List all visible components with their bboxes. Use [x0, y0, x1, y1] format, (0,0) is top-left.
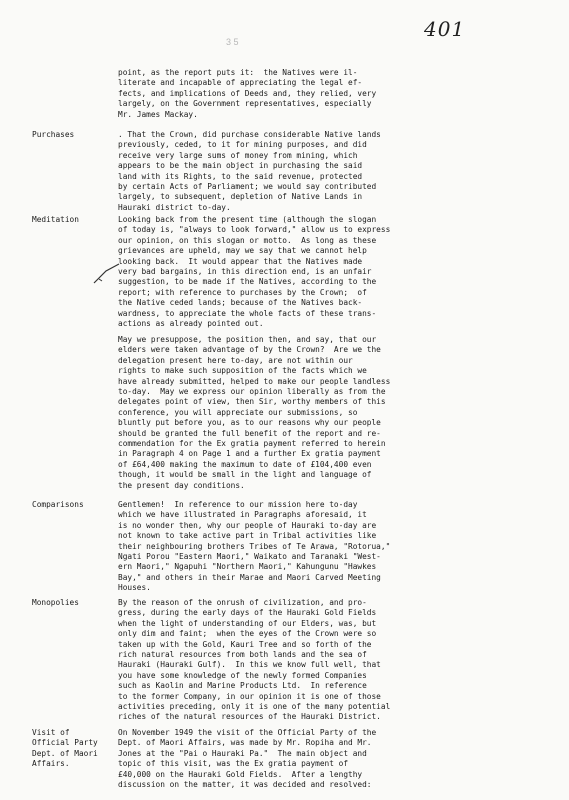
section-body-meditation-continued	[118, 335, 548, 491]
text-line: rich natural resources from both lands and the sea of	[118, 650, 367, 660]
text-line: Mr. James Mackay.	[118, 109, 198, 119]
text-line: bluntly put before you, as to our reasons why our people	[118, 418, 381, 428]
text-line: to-day. May we express our opinion liberally as from the	[118, 387, 386, 397]
text-line: Hauraki district to-day.	[118, 202, 231, 212]
text-line: topic of this visit, was the Ex gratia payment of	[118, 759, 349, 769]
text-line: By the reason of the onrush of civilization, and pro-	[118, 598, 367, 607]
text-line: gress, during the early days of the Hauraki Gold Fields	[118, 608, 377, 618]
faint-pencil-mark: 3 5	[226, 37, 239, 47]
text-line: grievances are upheld, may we say that we cannot help	[118, 246, 367, 256]
text-line: Looking back from the present time (although the slogan	[118, 215, 377, 224]
text-line: Jones at the "Pai o Hauraki Pa." The main object and	[118, 748, 367, 758]
text-line: report; with reference to purchases by the Crown; of	[118, 287, 367, 297]
text-line: should be granted the full benefit of the report and re-	[118, 428, 381, 438]
text-line: literate and incapable of appreciating the legal ef-	[118, 78, 363, 88]
text-line: Hauraki (Hauraki Gulf). In this we know full well, that	[118, 660, 381, 670]
text-line: of £64,400 making the maximum to date of £104,400 even	[118, 459, 372, 469]
section-label-comparisons: Comparisons	[32, 500, 84, 509]
text-line: the present day conditions.	[118, 480, 245, 490]
text-line: Ngati Porou "Eastern Maori," Waikato and Taranaki "West-	[118, 552, 381, 562]
text-line: only dim and faint; when the eyes of the Crown were so	[118, 629, 377, 639]
section-label-purchases: Purchases	[32, 130, 75, 139]
text-line: land with its Rights, to the said revenue, protected	[118, 171, 363, 181]
text-line: Bay," and others in their Marae and Maori Carved Meeting	[118, 572, 381, 582]
text-line: such as Kaolin and Marine Products Ltd. In reference	[118, 681, 367, 691]
text-line: the Native ceded lands; because of the Natives back-	[118, 298, 363, 308]
text-line: £40,000 on the Hauraki Gold Fields. After a lengthy	[118, 769, 363, 779]
text-line: suggestion, to be made if the Natives, according to the	[118, 277, 377, 287]
text-line: elders were taken advantage of by the Crown? Are we the	[118, 345, 381, 355]
section-body-purchases	[118, 130, 548, 213]
text-line: by certain Acts of Parliament; we would say contributed	[118, 182, 377, 192]
intro-paragraph	[118, 68, 548, 120]
section-label-meditation: Meditation	[32, 215, 79, 224]
text-line: very bad bargains, in this direction end, is an unfair	[118, 267, 372, 277]
text-line: taken up with the Gold, Kauri Tree and so forth of the	[118, 639, 372, 649]
text-line: looking back. It would appear that the Natives made	[118, 256, 363, 266]
text-line: On November 1949 the visit of the Official Party of the	[118, 728, 377, 737]
text-line: actions as already pointed out.	[118, 319, 264, 329]
text-line: fects, and implications of Deeds and, they relied, very	[118, 88, 377, 98]
section-body-visit-of-official-party	[118, 728, 548, 790]
text-line: activities preceding, only it is one of the many potential	[118, 702, 391, 712]
text-line: our opinion, on this slogan or motto. As long as these	[118, 235, 377, 245]
section-body-comparisons	[118, 500, 548, 594]
text-line: Gentlemen! In reference to our mission here to-day	[118, 500, 358, 509]
page-number: 401	[424, 17, 466, 41]
text-line: Houses.	[118, 583, 151, 593]
section-label-visit-of-official-party: Visit of Official Party Dept. of Maori Affairs.	[32, 728, 98, 769]
text-line: discussion on the matter, it was decided and resolved:	[118, 780, 372, 790]
pencil-tick-mark	[92, 262, 122, 286]
text-line: of today is, "always to look forward," allow us to express	[118, 225, 391, 235]
text-line: delegates point of view, then Sir, worthy members of this	[118, 397, 386, 407]
text-line: previously, ceded, to it for mining purposes, and did	[118, 140, 367, 150]
text-line: have already submitted, helped to make our people landless	[118, 376, 391, 386]
text-line: not known to take active part in Tribal activities like	[118, 531, 377, 541]
section-label-monopolies: Monopolies	[32, 598, 79, 607]
text-line: in Paragraph 4 on Page 1 and a further Ex gratia payment	[118, 449, 381, 459]
text-line: riches of the natural resources of the Hauraki District.	[118, 712, 381, 722]
section-body-monopolies	[118, 598, 548, 723]
text-line: Dept. of Maori Affairs, was made by Mr. Ropiha and Mr.	[118, 738, 372, 748]
text-line: when the light of understanding of our Elders, was, but	[118, 618, 377, 628]
text-line: appears to be the main object in purchasing the said	[118, 161, 363, 171]
text-line: commendation for the Ex gratia payment referred to herein	[118, 439, 386, 449]
text-line: largely, on the Government representatives, especially	[118, 99, 372, 109]
text-line: May we presuppose, the position then, and say, that our	[118, 335, 377, 344]
text-line: to the former Company, in our opinion it is one of those	[118, 691, 381, 701]
section-body-meditation	[118, 215, 548, 329]
text-line: is no wonder then, why our people of Hauraki to-day are	[118, 520, 377, 530]
text-line: their neighbouring brothers Tribes of Te Arawa, "Rotorua,"	[118, 541, 391, 551]
text-line: receive very large sums of money from mining, which	[118, 150, 358, 160]
text-line: delegation present here to-day, are not within our	[118, 355, 353, 365]
text-line: you have some knowledge of the newly formed Companies	[118, 670, 367, 680]
text-line: ern Maori," Ngapuhi "Northern Maori," Kahungunu "Hawkes	[118, 562, 377, 572]
text-line: conference, you will appreciate our submissions, so	[118, 407, 358, 417]
text-line: rights to make such supposition of the facts which we	[118, 366, 367, 376]
text-line: . That the Crown, did purchase considerable Native lands	[118, 130, 381, 139]
text-line: which we have illustrated in Paragraphs aforesaid, it	[118, 510, 367, 520]
text-line: largely, to subsequent, depletion of Native Lands in	[118, 192, 363, 202]
text-line: point, as the report puts it: the Natives were il-	[118, 68, 358, 77]
text-line: though, it would be small in the light and language of	[118, 470, 372, 480]
text-line: wardness, to appreciate the whole facts of these trans-	[118, 308, 377, 318]
